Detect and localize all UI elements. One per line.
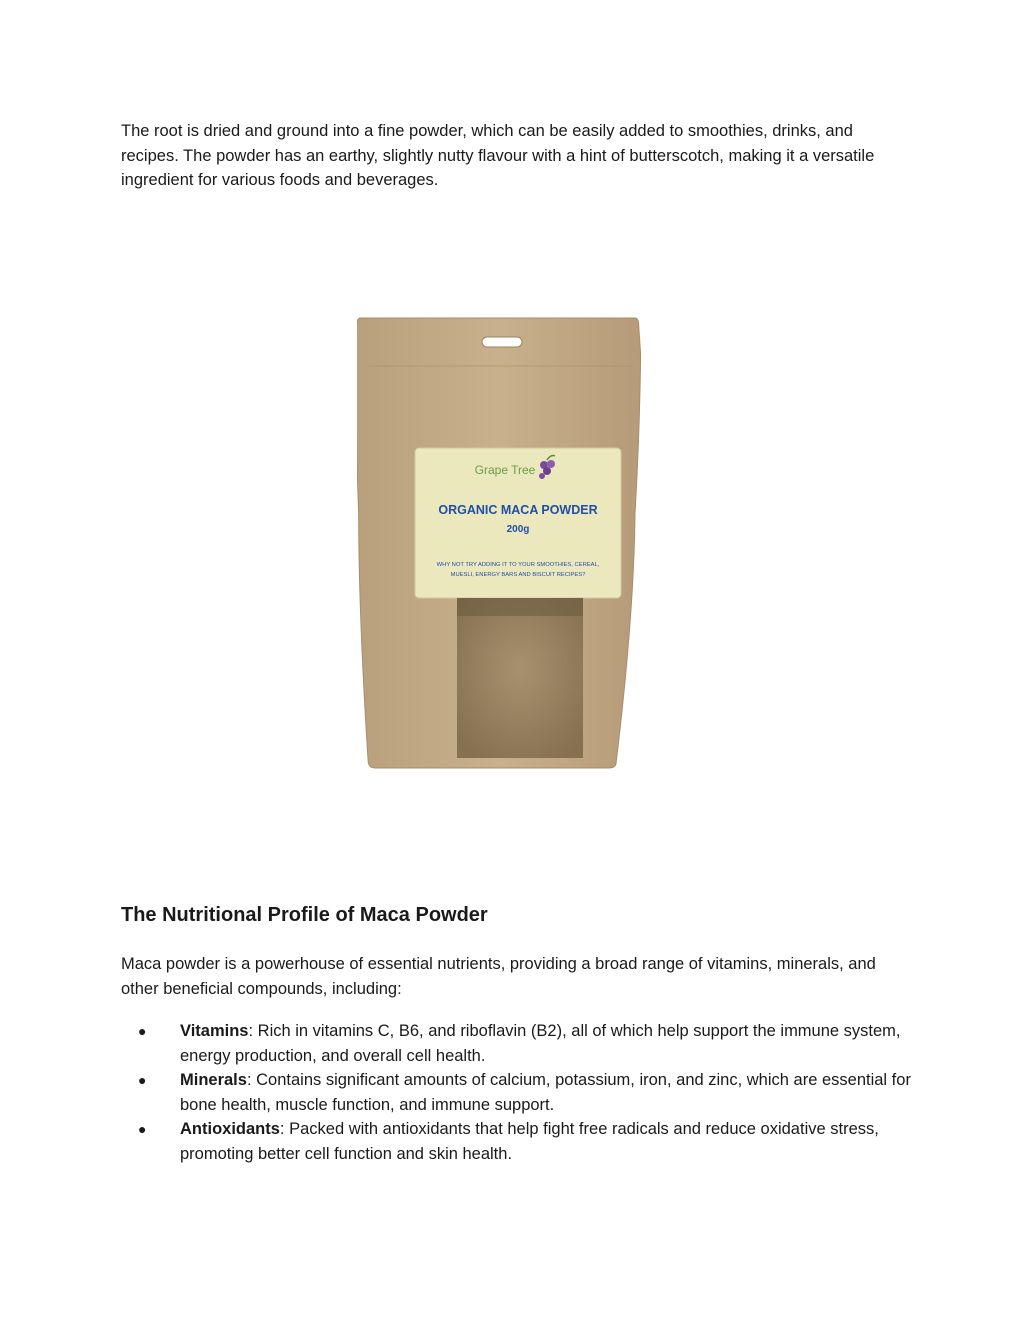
bullet-icon: ● bbox=[138, 1023, 147, 1039]
description-vitamins: : Rich in vitamins C, B6, and riboflavin (B2), all of which help support the immune system, energy production, and overall cell health. bbox=[180, 1022, 901, 1065]
term-antioxidants: Antioxidants bbox=[180, 1120, 280, 1138]
section-intro-paragraph: Maca powder is a powerhouse of essential nutrients, providing a broad range of vitamins, minerals, and other beneficial compounds, including: bbox=[121, 955, 876, 998]
description-minerals: : Contains significant amounts of calcium, potassium, iron, and zinc, which are essential for bone health, muscle function, and immune support. bbox=[180, 1071, 911, 1114]
bullet-icon: ● bbox=[138, 1072, 147, 1088]
product-window bbox=[457, 598, 583, 758]
term-vitamins: Vitamins bbox=[180, 1022, 249, 1040]
product-weight: 200g bbox=[506, 524, 530, 535]
list-item-minerals bbox=[121, 1068, 911, 1117]
tagline-line-1: WHY NOT TRY ADDING IT TO YOUR SMOOTHIES, CEREAL, bbox=[436, 562, 600, 568]
description-antioxidants: : Packed with antioxidants that help fight free radicals and reduce oxidative stress, promoting better cell function and skin health. bbox=[180, 1120, 879, 1163]
intro-paragraph: The root is dried and ground into a fine powder, which can be easily added to smoothies, drinks, and recipes. The powder has an earthy, slightly nutty flavour with a hint of butterscotch, making it a versatile ingredient for various foods and beverages. bbox=[121, 122, 875, 189]
list-item-vitamins bbox=[121, 1019, 911, 1068]
nutrient-list bbox=[121, 1019, 911, 1166]
tagline-line-2: MUESLI, ENERGY BARS AND BISCUIT RECIPES? bbox=[450, 572, 586, 578]
product-name: ORGANIC MACA POWDER bbox=[438, 503, 598, 517]
term-minerals: Minerals bbox=[180, 1071, 247, 1089]
list-item-antioxidants bbox=[121, 1117, 911, 1166]
section-heading: The Nutritional Profile of Maca Powder bbox=[121, 904, 488, 926]
maca-powder-pouch-image bbox=[357, 314, 647, 774]
brand-name: Grape Tree bbox=[474, 463, 536, 477]
bullet-icon: ● bbox=[138, 1121, 147, 1137]
hang-hole bbox=[482, 337, 522, 347]
